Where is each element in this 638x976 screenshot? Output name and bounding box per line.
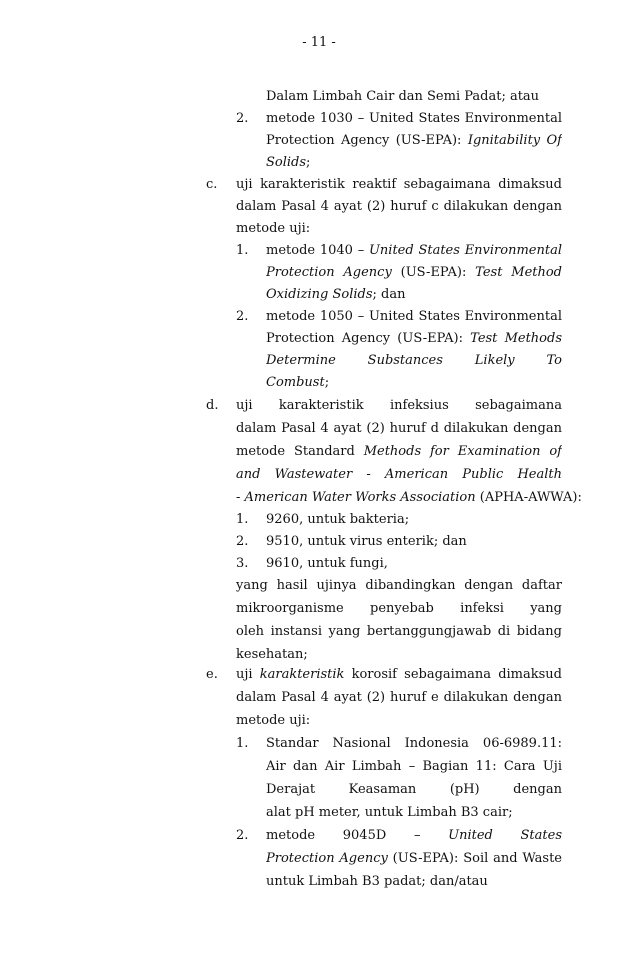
italic-span: and Wastewater - American Public Health	[236, 467, 562, 482]
text-line: uji karakteristik reaktif sebagaimana dimaksud	[236, 177, 562, 192]
italic-span: karakteristik	[259, 667, 345, 682]
text-line: alat pH meter, untuk Limbah B3 cair;	[266, 805, 513, 820]
text-span: ; dan	[372, 287, 406, 302]
text-line: metode 1050 – United States Environmental	[266, 309, 562, 324]
text-span: metode 1040 –	[266, 243, 369, 258]
italic-span: Methods for Examination of	[363, 444, 562, 459]
text-line: metode 1030 – United States Environmental	[266, 111, 562, 126]
text-span: metode 9045D –	[266, 828, 449, 843]
text-line: Standar Nasional Indonesia 06-6989.11:	[266, 736, 562, 751]
italic-span: Protection Agency	[266, 851, 388, 866]
list-letter: e.	[206, 667, 218, 682]
text-line: metode uji:	[236, 713, 311, 728]
text-line	[266, 848, 562, 870]
text-span: metode Standard	[236, 444, 364, 459]
text-line: mikroorganisme penyebab infeksi yang	[236, 601, 562, 616]
text-line: Derajat Keasaman (pH) dengan	[266, 782, 562, 797]
italic-span: Combust	[266, 375, 325, 390]
list-letter: c.	[206, 177, 218, 192]
list-number: 1.	[236, 243, 249, 258]
text-span: (US-EPA): Soil and Waste	[392, 851, 562, 866]
text-line: dalam Pasal 4 ayat (2) huruf d dilakukan dengan	[236, 421, 562, 436]
list-number: 2.	[236, 534, 249, 549]
text-line	[266, 328, 562, 350]
text-line	[236, 664, 562, 686]
text-line: 9510, untuk virus enterik; dan	[266, 534, 467, 549]
text-line	[266, 240, 562, 262]
text-line	[266, 825, 562, 847]
text-span: korosif sebagaimana dimaksud	[344, 667, 562, 682]
text-line: uji karakteristik infeksius sebagaimana	[236, 398, 562, 413]
text-line: dalam Pasal 4 ayat (2) huruf c dilakukan dengan	[236, 199, 562, 214]
text-line	[266, 350, 562, 372]
text-line	[236, 441, 562, 463]
list-number: 1.	[236, 512, 249, 527]
text-line: Air dan Air Limbah – Bagian 11: Cara Uji	[266, 759, 562, 774]
list-number: 2.	[236, 111, 249, 126]
text-line	[266, 130, 562, 152]
text-line	[236, 487, 582, 509]
text-line	[236, 464, 562, 486]
text-line	[266, 262, 562, 284]
text-line: kesehatan;	[236, 647, 308, 662]
text-line: dalam Pasal 4 ayat (2) huruf e dilakukan dengan	[236, 690, 562, 705]
italic-span: Protection Agency	[266, 265, 392, 280]
list-number: 2.	[236, 828, 249, 843]
text-line: untuk Limbah B3 padat; dan/atau	[266, 874, 488, 889]
list-number: 2.	[236, 309, 249, 324]
text-line: 9610, untuk fungi,	[266, 556, 388, 571]
italic-span: Test Methods	[470, 331, 562, 346]
italic-span: Test Method	[475, 265, 562, 280]
text-line: yang hasil ujinya dibandingkan dengan daftar	[236, 578, 562, 593]
text-line: Dalam Limbah Cair dan Semi Padat; atau	[266, 89, 540, 104]
page-number: - 11 -	[302, 35, 336, 50]
text-span: (US-EPA):	[391, 265, 476, 280]
italic-span: Solids	[266, 155, 307, 170]
text-span: ;	[306, 155, 311, 170]
text-line: metode uji:	[236, 221, 311, 236]
text-line	[266, 152, 310, 174]
text-span: (APHA-AWWA):	[475, 490, 582, 505]
text-line	[266, 372, 329, 394]
list-number: 1.	[236, 736, 249, 751]
text-line: oleh instansi yang bertanggungjawab di bidang	[236, 624, 562, 639]
italic-span: United States	[448, 828, 562, 843]
italic-span: United States Environmental	[368, 243, 562, 258]
italic-span: Ignitability Of	[467, 133, 562, 148]
italic-span: - American Water Works Association	[236, 490, 476, 505]
text-span: uji	[236, 667, 260, 682]
text-line: 9260, untuk bakteria;	[266, 512, 410, 527]
italic-span: Oxidizing Solids	[266, 287, 373, 302]
text-span: ;	[324, 375, 330, 390]
list-number: 3.	[236, 556, 249, 571]
list-letter: d.	[206, 398, 219, 413]
italic-span: Determine Substances Likely To	[266, 353, 562, 368]
text-line	[266, 284, 405, 306]
text-span: Protection Agency (US-EPA):	[266, 331, 471, 346]
text-span: Protection Agency (US-EPA):	[266, 133, 468, 148]
